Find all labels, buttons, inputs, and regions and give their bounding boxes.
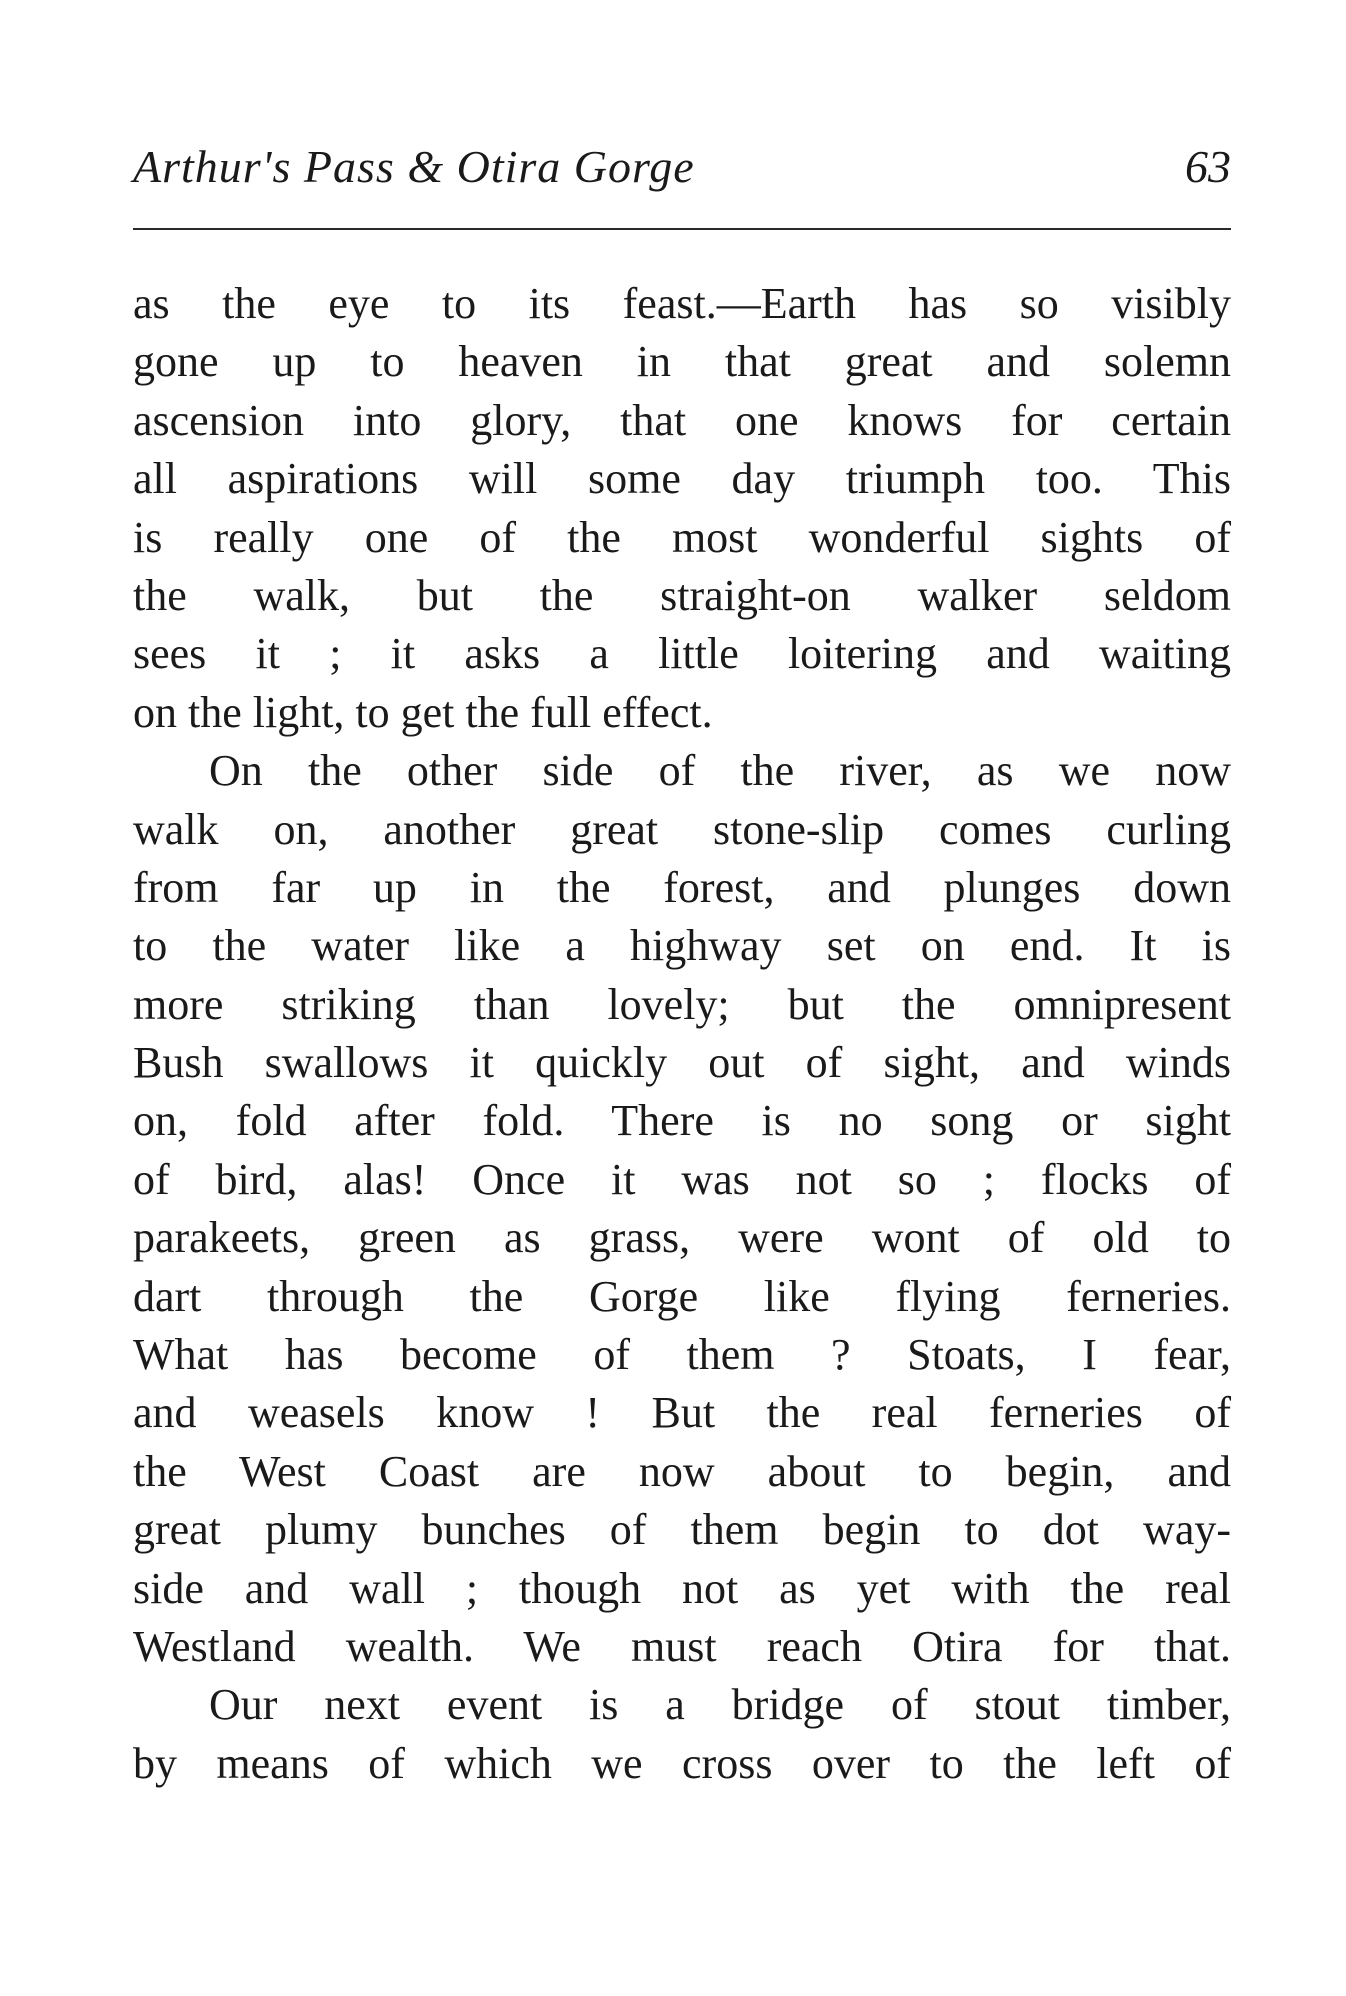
- text-line: sees it ; it asks a little loitering and waiting: [133, 629, 1231, 679]
- text-line: of bird, alas! Once it was not so ; flocks of: [133, 1154, 1231, 1204]
- text-line: on, fold after fold. There is no song or sight: [133, 1096, 1231, 1146]
- text-line: the walk, but the straight-on walker seldom: [133, 570, 1231, 620]
- text-line: on the light, to get the full effect.: [133, 687, 713, 737]
- text-line: more striking than lovely; but the omnipresent: [133, 979, 1231, 1029]
- page-number: 63: [1185, 141, 1231, 192]
- text-line: On the other side of the river, as we now: [209, 746, 1231, 796]
- text-line: from far up in the forest, and plunges down: [133, 862, 1231, 912]
- text-line: all aspirations will some day triumph too. This: [133, 454, 1231, 504]
- text-line: great plumy bunches of them begin to dot way-: [133, 1505, 1231, 1555]
- text-line: the West Coast are now about to begin, and: [133, 1446, 1231, 1496]
- text-line: to the water like a highway set on end. It is: [133, 921, 1231, 971]
- text-line: ascension into glory, that one knows for certain: [133, 395, 1231, 445]
- text-line: Westland wealth. We must reach Otira for that.: [133, 1621, 1231, 1671]
- running-title: Arthur's Pass & Otira Gorge: [133, 141, 695, 192]
- text-line: Our next event is a bridge of stout timber,: [209, 1680, 1231, 1730]
- text-line: parakeets, green as grass, were wont of old to: [133, 1213, 1231, 1263]
- running-head: [133, 140, 1231, 200]
- body-text: [133, 275, 1231, 1793]
- text-line: as the eye to its feast.—Earth has so visibly: [133, 279, 1231, 328]
- text-line: dart through the Gorge like flying ferneries.: [133, 1271, 1231, 1321]
- text-line: and weasels know ! But the real ferneries of: [133, 1388, 1231, 1438]
- text-line: is really one of the most wonderful sights of: [133, 512, 1231, 562]
- text-line: What has become of them ? Stoats, I fear,: [133, 1330, 1231, 1380]
- text-line: gone up to heaven in that great and solemn: [133, 337, 1231, 387]
- text-line: side and wall ; though not as yet with the real: [133, 1563, 1231, 1613]
- header-rule: [133, 228, 1231, 230]
- text-line: by means of which we cross over to the left of: [133, 1738, 1231, 1788]
- text-line: walk on, another great stone-slip comes curling: [133, 804, 1231, 854]
- text-line: Bush swallows it quickly out of sight, and winds: [133, 1038, 1231, 1088]
